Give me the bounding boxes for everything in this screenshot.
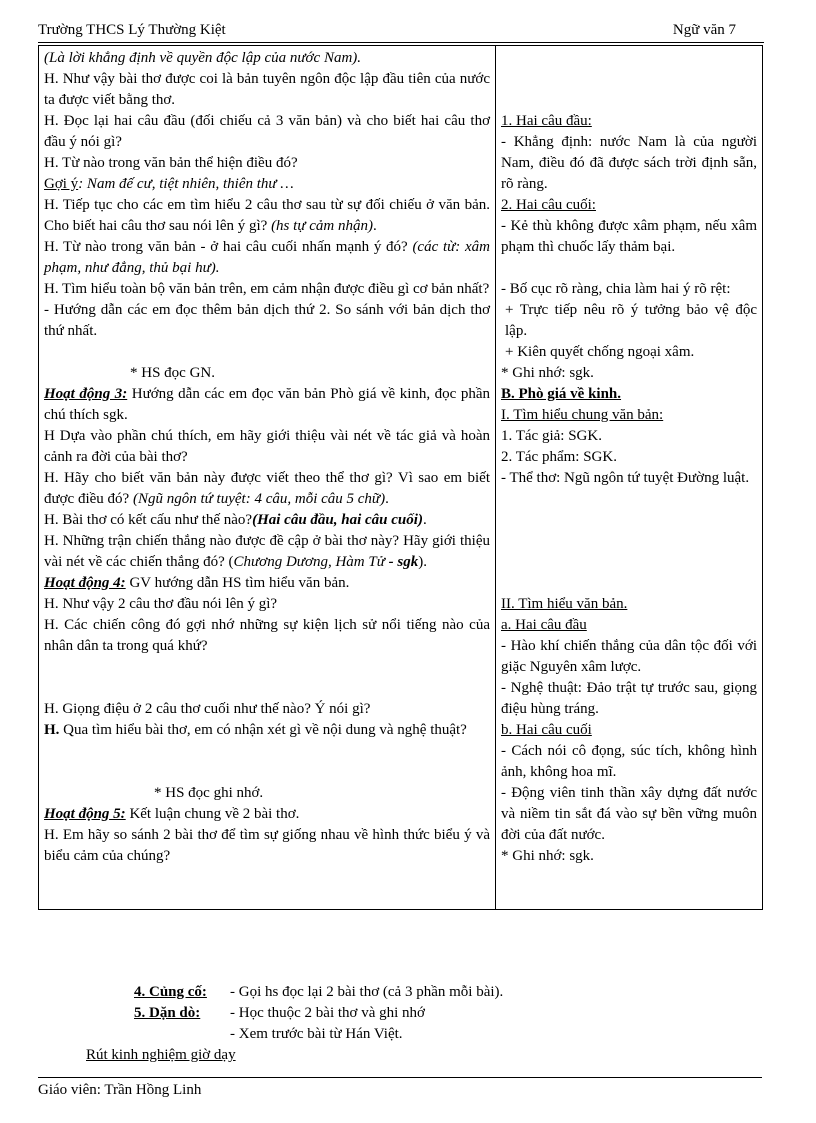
right-line-11: 1. Tác giả: SGK. <box>501 428 602 444</box>
right-line-5: - Bố cục rõ ràng, chia làm hai ý rõ rệt: <box>501 281 731 297</box>
page-footer <box>38 1077 762 1099</box>
left-line-8: H. Tìm hiểu toàn bộ văn bản trên, em cảm nhận được điều gì cơ bản nhất? <box>44 281 490 297</box>
right-line-14: II. Tìm hiểu văn bản. <box>501 596 628 612</box>
content-column <box>496 46 763 910</box>
lesson-footer <box>38 982 762 1066</box>
rut-kinh-nghiem: Rút kinh nghiệm giờ dạy <box>86 1047 236 1063</box>
left-line-20: H. Qua tìm hiểu bài thơ, em có nhận xét gì về nội dung và nghệ thuật? <box>44 722 467 738</box>
dan-do-row-2 <box>38 1024 762 1045</box>
left-line-12: H Dựa vào phần chú thích, em hãy giới thiệu vài nét về tác giả và hoàn cảnh ra đời của bài thơ? <box>44 428 490 465</box>
hint-label: Gợi ý <box>44 176 79 192</box>
left-line-13: H. Hãy cho biết văn bản này được viết theo thể thơ gì? Vì sao em biết được điều đó? (Ngũ ngôn tứ tuyệt: 4 câu, mỗi câu 5 chữ). <box>44 470 490 507</box>
left-line-5 <box>44 174 490 195</box>
dan-do-row <box>38 1003 762 1024</box>
right-line-16: - Hào khí chiến thắng của dân tộc đối với giặc Nguyên xâm lược. <box>501 638 757 675</box>
right-line-2: - Khẳng định: nước Nam là của người Nam, điều đó đã được sách trời định sẵn, rõ ràng. <box>501 134 757 192</box>
left-line-18: H. Các chiến công đó gợi nhớ những sự kiện lịch sử nổi tiếng nào của nhân dân ta trong quá khứ? <box>44 617 490 654</box>
right-line-19: - Cách nói cô đọng, súc tích, không hình ảnh, không hoa mĩ. <box>501 743 757 780</box>
right-line-7: + Kiên quyết chống ngoại xâm. <box>505 344 695 360</box>
activity-4-label: Hoạt động 4: <box>44 575 126 591</box>
dan-do-text-1: - Học thuộc 2 bài thơ và ghi nhớ <box>230 1005 425 1021</box>
left-line-3: H. Đọc lại hai câu đầu (đối chiếu cả 3 văn bản) và cho biết hai câu thơ đầu ý nói gì? <box>44 113 490 150</box>
school-name: Trường THCS Lý Thường Kiệt <box>38 22 226 38</box>
right-line-4: - Kẻ thù không được xâm phạm, nếu xâm phạm thì chuốc lấy thảm bại. <box>501 218 757 255</box>
left-line-7: H. Từ nào trong văn bản - ở hai câu cuối nhấn mạnh ý đó? (các từ: xâm phạm, như đẳng, thủ bại hư). <box>44 239 491 276</box>
right-line-21: * Ghi nhớ: sgk. <box>501 848 594 864</box>
right-line-9: B. Phò giá về kinh. <box>501 386 622 402</box>
activity-3-label: Hoạt động 3: <box>44 386 128 402</box>
cung-co-label: 4. Củng cố: <box>134 984 207 1000</box>
right-line-12: 2. Tác phẩm: SGK. <box>501 449 617 465</box>
dan-do-text-2: - Xem trước bài từ Hán Việt. <box>230 1026 403 1042</box>
left-line-1: (Là lời khẳng định về quyền độc lập của nước Nam). <box>44 50 362 66</box>
hint-text: : Nam đế cư, tiệt nhiên, thiên thư … <box>78 176 294 192</box>
right-line-6: + Trực tiếp nêu rõ ý tưởng bảo vệ độc lập. <box>505 302 757 339</box>
left-line-9: - Hướng dẫn các em đọc thêm bản dịch thứ 2. So sánh với bản dịch thơ thứ nhất. <box>44 302 490 339</box>
teacher-name: Giáo viên: Trần Hồng Linh <box>38 1082 202 1098</box>
left-line-2: H. Như vậy bài thơ được coi là bản tuyên ngôn độc lập đầu tiên của nước ta được viết bằng thơ. <box>44 71 490 108</box>
activity-5-label: Hoạt động 5: <box>44 806 126 822</box>
left-line-22: Hoạt động 5: Kết luận chung về 2 bài thơ. <box>44 806 300 822</box>
left-line-17: H. Như vậy 2 câu thơ đầu nói lên ý gì? <box>44 596 278 612</box>
left-line-21: * HS đọc ghi nhớ. <box>154 785 264 801</box>
left-line-15: H. Những trận chiến thắng nào được đề cập ở bài thơ này? Hãy giới thiệu vài nét về các chiến thắng đó? (Chương Dương, Hàm Tử - sgk). <box>44 533 490 570</box>
left-line-19: H. Giọng điệu ở 2 câu thơ cuối như thế nào? Ý nói gì? <box>44 701 371 717</box>
right-line-1: 1. Hai câu đầu: <box>501 113 592 129</box>
right-line-3: 2. Hai câu cuối: <box>501 197 596 213</box>
cung-co-row <box>38 982 762 1003</box>
cung-co-text: - Gọi hs đọc lại 2 bài thơ (cả 3 phần mỗi bài). <box>230 984 504 1000</box>
right-line-18: b. Hai câu cuối <box>501 722 592 738</box>
page-header <box>38 20 764 43</box>
rut-kinh-nghiem-row <box>38 1045 762 1066</box>
right-line-17: - Nghệ thuật: Đảo trật tự trước sau, giọng điệu hùng tráng. <box>501 680 757 717</box>
left-line-4: H. Từ nào trong văn bản thể hiện điều đó? <box>44 155 298 171</box>
left-line-11: Hoạt động 3: Hướng dẫn các em đọc văn bản Phò giá về kinh, đọc phần chú thích sgk. <box>44 386 490 423</box>
left-line-10: * HS đọc GN. <box>130 365 215 381</box>
left-line-16: Hoạt động 4: GV hướng dẫn HS tìm hiểu văn bản. <box>44 575 350 591</box>
teacher-activity-column <box>39 46 496 910</box>
right-line-15: a. Hai câu đầu <box>501 617 587 633</box>
right-line-13: - Thể thơ: Ngũ ngôn tứ tuyệt Đường luật. <box>501 470 750 486</box>
left-line-6: H. Tiếp tục cho các em tìm hiểu 2 câu thơ sau từ sự đối chiếu ở văn bản. Cho biết hai câu thơ sau nói lên ý gì? (hs tự cảm nhận). <box>44 197 490 234</box>
dan-do-label: 5. Dặn dò: <box>134 1005 201 1021</box>
left-line-23: H. Em hãy so sánh 2 bài thơ để tìm sự giống nhau về hình thức biểu ý và biểu cảm của chúng? <box>44 827 490 864</box>
subject-name: Ngữ văn 7 <box>672 22 736 38</box>
left-line-14: H. Bài thơ có kết cấu như thế nào?(Hai câu đầu, hai câu cuối). <box>44 512 427 528</box>
right-line-8: * Ghi nhớ: sgk. <box>501 365 594 381</box>
right-line-10: I. Tìm hiểu chung văn bản: <box>501 407 664 423</box>
right-line-20: - Động viên tinh thần xây dựng đất nước và niềm tin sắt đá vào sự bền vững muôn đời của đất nước. <box>501 785 757 843</box>
lesson-table <box>38 45 763 910</box>
